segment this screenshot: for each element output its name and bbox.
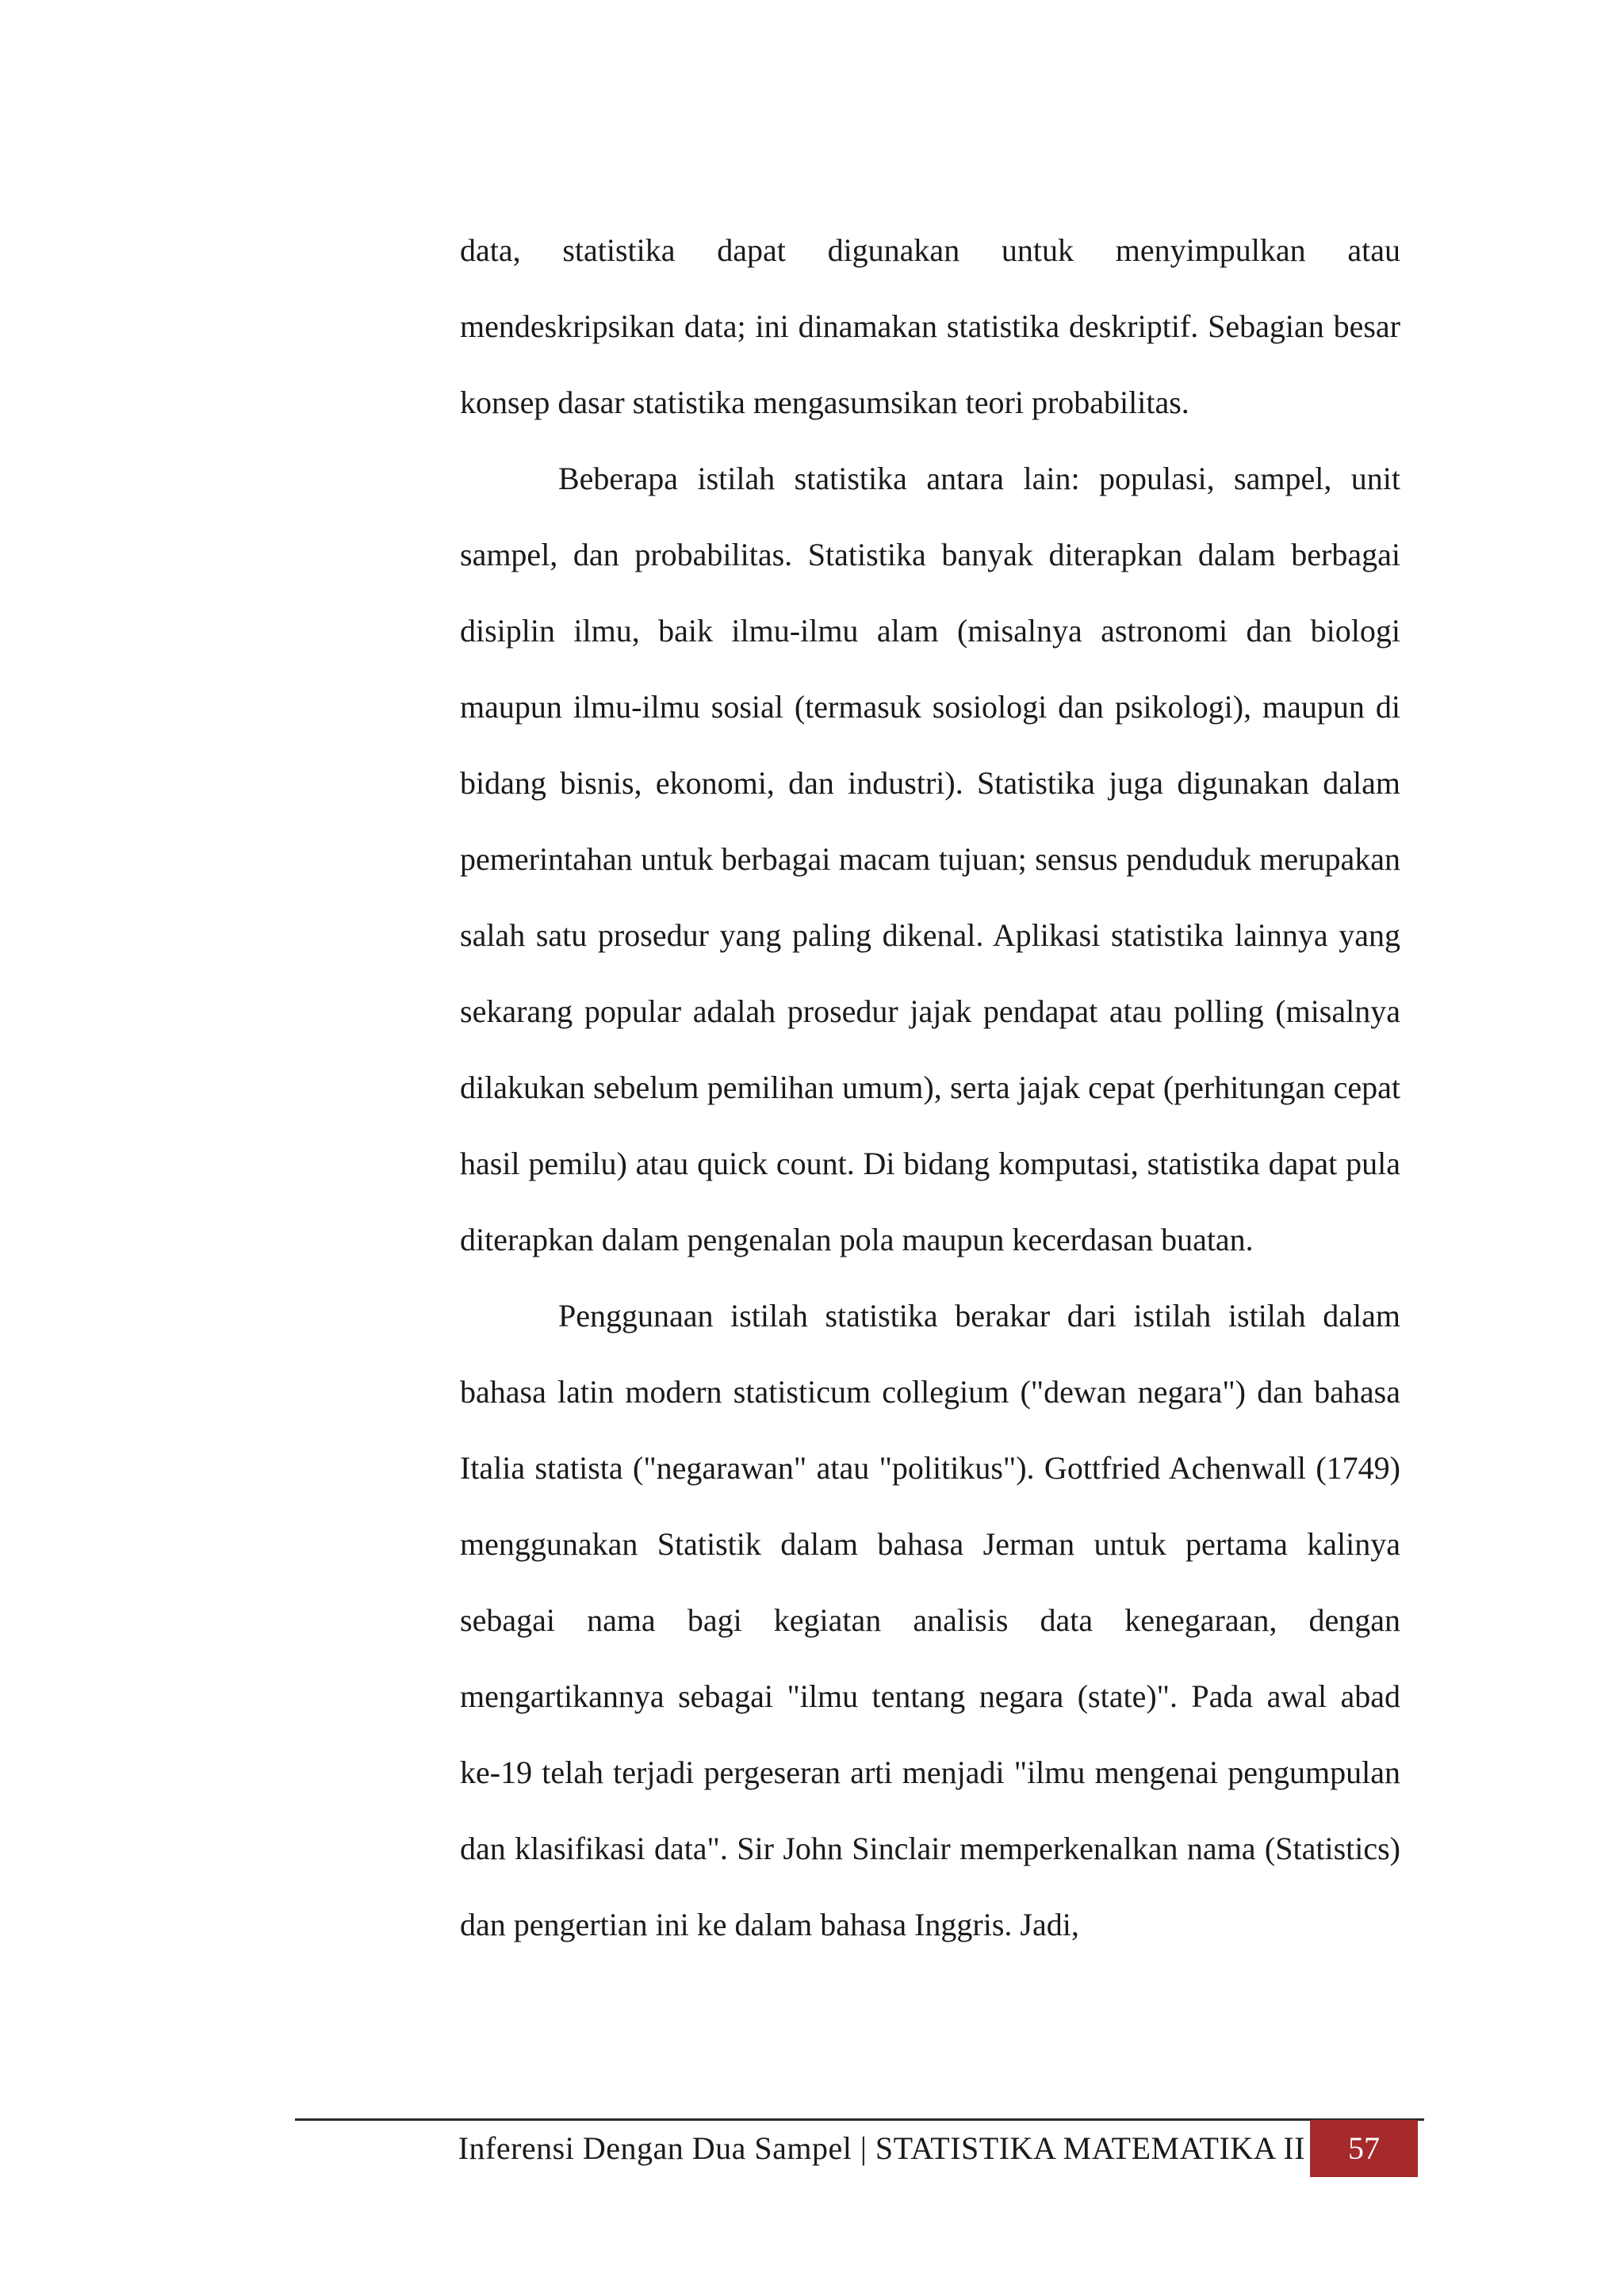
paragraph-2: Beberapa istilah statistika antara lain: populasi, sampel, unit sampel, dan probabilitas. Statistika banyak diterapkan dalam berbagai disiplin ilmu, baik ilmu-ilmu alam (misalnya astronomi dan biologi maupun ilmu-ilmu sosial (termasuk sosiologi dan psikologi), maupun di bidang bisnis, ekonomi, dan industri). Statistika juga digunakan dalam pemerintahan untuk berbagai macam tujuan; sensus penduduk merupakan salah satu prosedur yang paling dikenal. Aplikasi statistika lainnya yang sekarang popular adalah prosedur jajak pendapat atau polling (misalnya dilakukan sebelum pemilihan umum), serta jajak cepat (perhitungan cepat hasil pemilu) atau quick count. Di bidang komputasi, statistika dapat pula diterapkan dalam pengenalan pola maupun kecerdasan buatan.: [460, 461, 1400, 1257]
paragraph-1: data, statistika dapat digunakan untuk menyimpulkan atau mendeskripsikan data; ini dinamakan statistika deskriptif. Sebagian besar konsep dasar statistika mengasumsikan teori probabilitas.: [460, 232, 1400, 420]
page-body: [460, 212, 1400, 1963]
page-number-badge: [1310, 2120, 1418, 2177]
footer-title: Inferensi Dengan Dua Sampel | STATISTIKA MATEMATIKA II: [458, 2130, 1305, 2166]
page-number: 57: [1348, 2130, 1380, 2166]
paragraph-3: Penggunaan istilah statistika berakar dari istilah istilah dalam bahasa latin modern statisticum collegium ("dewan negara") dan bahasa Italia statista ("negarawan" atau "politikus"). Gottfried Achenwall (1749) menggunakan Statistik dalam bahasa Jerman untuk pertama kalinya sebagai nama bagi kegiatan analisis data kenegaraan, dengan mengartikannya sebagai "ilmu tentang negara (state)". Pada awal abad ke-19 telah terjadi pergeseran arti menjadi "ilmu mengenai pengumpulan dan klasifikasi data". Sir John Sinclair memperkenalkan nama (Statistics) dan pengertian ini ke dalam bahasa Inggris. Jadi,: [460, 1298, 1400, 1942]
